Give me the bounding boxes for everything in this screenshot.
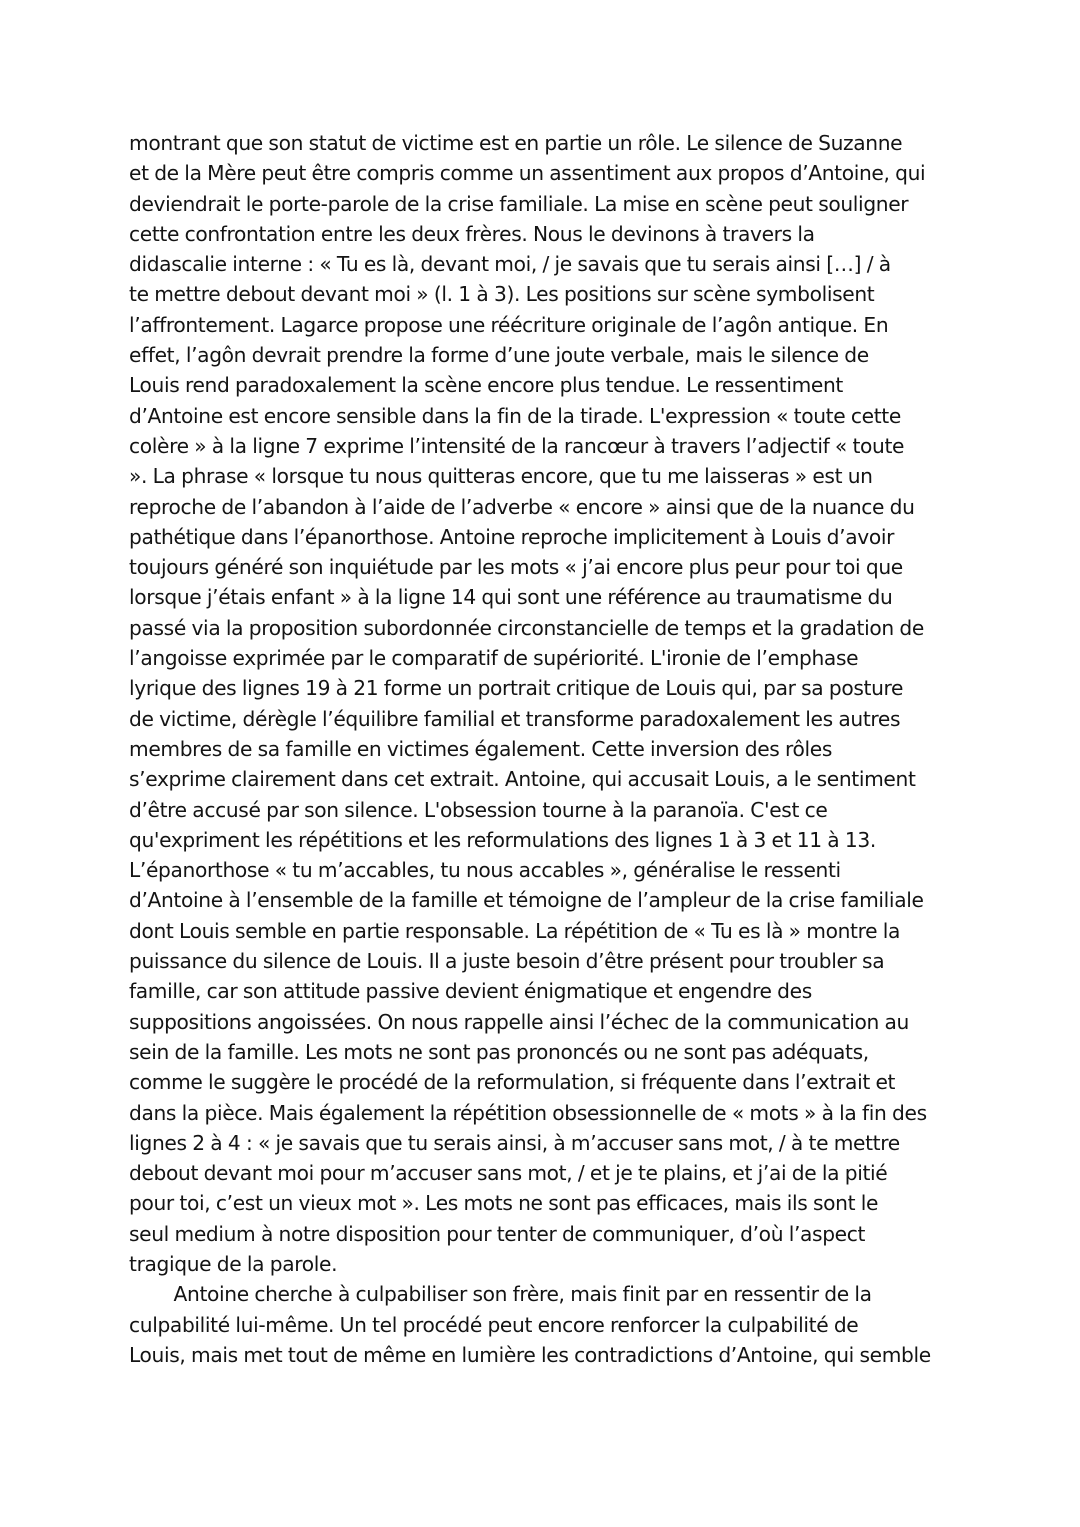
text-line: puissance du silence de Louis. Il a juste besoin d’être présent pour troubler sa: [129, 949, 885, 974]
paragraph-start-line: Antoine cherche à culpabiliser son frère, mais finit par en ressentir de la: [129, 1282, 872, 1307]
body-text: [129, 128, 959, 1370]
text-line: effet, l’agôn devrait prendre la forme d’une joute verbale, mais le silence de: [129, 343, 869, 368]
text-line: comme le suggère le procédé de la reformulation, si fréquente dans l’extrait et: [129, 1070, 896, 1095]
text-line: sein de la famille. Les mots ne sont pas prononcés ou ne sont pas adéquats,: [129, 1039, 869, 1064]
text-line: d’Antoine est encore sensible dans la fin de la tirade. L'expression « toute cette: [129, 403, 901, 428]
text-line: lorsque j’étais enfant » à la ligne 14 qui sont une référence au traumatisme du: [129, 585, 893, 610]
text-line: l’affrontement. Lagarce propose une réécriture originale de l’agôn antique. En: [129, 312, 889, 337]
text-line: l’angoisse exprimée par le comparatif de supériorité. L'ironie de l’emphase: [129, 646, 859, 671]
text-line: culpabilité lui-même. Un tel procédé peut encore renforcer la culpabilité de: [129, 1312, 859, 1337]
text-line: s’exprime clairement dans cet extrait. Antoine, qui accusait Louis, a le sentiment: [129, 767, 916, 792]
text-line: pour toi, c’est un vieux mot ». Les mots ne sont pas efficaces, mais ils sont le: [129, 1191, 879, 1216]
text-line: seul medium à notre disposition pour tenter de communiquer, d’où l’aspect: [129, 1221, 866, 1246]
text-line: famille, car son attitude passive devient énigmatique et engendre des: [129, 979, 812, 1004]
text-line: suppositions angoissées. On nous rappelle ainsi l’échec de la communication au: [129, 1009, 909, 1034]
text-line: Louis, mais met tout de même en lumière les contradictions d’Antoine, qui semble: [129, 1342, 931, 1367]
text-line: d’Antoine à l’ensemble de la famille et témoigne de l’ampleur de la crise familiale: [129, 888, 924, 913]
text-line: didascalie interne : « Tu es là, devant moi, / je savais que tu serais ainsi […] / à: [129, 252, 891, 277]
text-line: dont Louis semble en partie responsable. La répétition de « Tu es là » montre la: [129, 918, 901, 943]
text-line: dans la pièce. Mais également la répétition obsessionnelle de « mots » à la fin des: [129, 1100, 927, 1125]
text-line: qu'expriment les répétitions et les reformulations des lignes 1 à 3 et 11 à 13.: [129, 827, 876, 852]
text-line: toujours généré son inquiétude par les mots « j’ai encore plus peur pour toi que: [129, 555, 903, 580]
text-line: colère » à la ligne 7 exprime l’intensité de la rancœur à travers l’adjectif « toute: [129, 433, 905, 458]
text-line: L’épanorthose « tu m’accables, tu nous accables », généralise le ressenti: [129, 858, 841, 883]
text-line: deviendrait le porte-parole de la crise familiale. La mise en scène peut souligner: [129, 191, 909, 216]
text-line: pathétique dans l’épanorthose. Antoine reproche implicitement à Louis d’avoir: [129, 524, 895, 549]
text-line: montrant que son statut de victime est en partie un rôle. Le silence de Suzanne: [129, 131, 903, 155]
text-line: ». La phrase « lorsque tu nous quitteras encore, que tu me laisseras » est un: [129, 464, 873, 489]
text-line: Louis rend paradoxalement la scène encore plus tendue. Le ressentiment: [129, 373, 843, 398]
text-line: tragique de la parole.: [129, 1251, 338, 1276]
text-line: te mettre debout devant moi » (l. 1 à 3). Les positions sur scène symbolisent: [129, 282, 875, 307]
text-line: et de la Mère peut être compris comme un assentiment aux propos d’Antoine, qui: [129, 161, 926, 186]
text-line: lignes 2 à 4 : « je savais que tu serais ainsi, à m’accuser sans mot, / à te mettre: [129, 1130, 900, 1155]
text-line: passé via la proposition subordonnée circonstancielle de temps et la gradation de: [129, 615, 924, 640]
text-line: d’être accusé par son silence. L'obsession tourne à la paranoïa. C'est ce: [129, 797, 828, 822]
text-line: de victime, dérègle l’équilibre familial et transforme paradoxalement les autres: [129, 706, 901, 731]
text-line: membres de sa famille en victimes également. Cette inversion des rôles: [129, 736, 832, 761]
text-line: reproche de l’abandon à l’aide de l’adverbe « encore » ainsi que de la nuance du: [129, 494, 915, 519]
text-line: cette confrontation entre les deux frères. Nous le devinons à travers la: [129, 221, 815, 246]
text-line: lyrique des lignes 19 à 21 forme un portrait critique de Louis qui, par sa posture: [129, 676, 904, 701]
text-line: debout devant moi pour m’accuser sans mot, / et je te plains, et j’ai de la pitié: [129, 1161, 888, 1186]
